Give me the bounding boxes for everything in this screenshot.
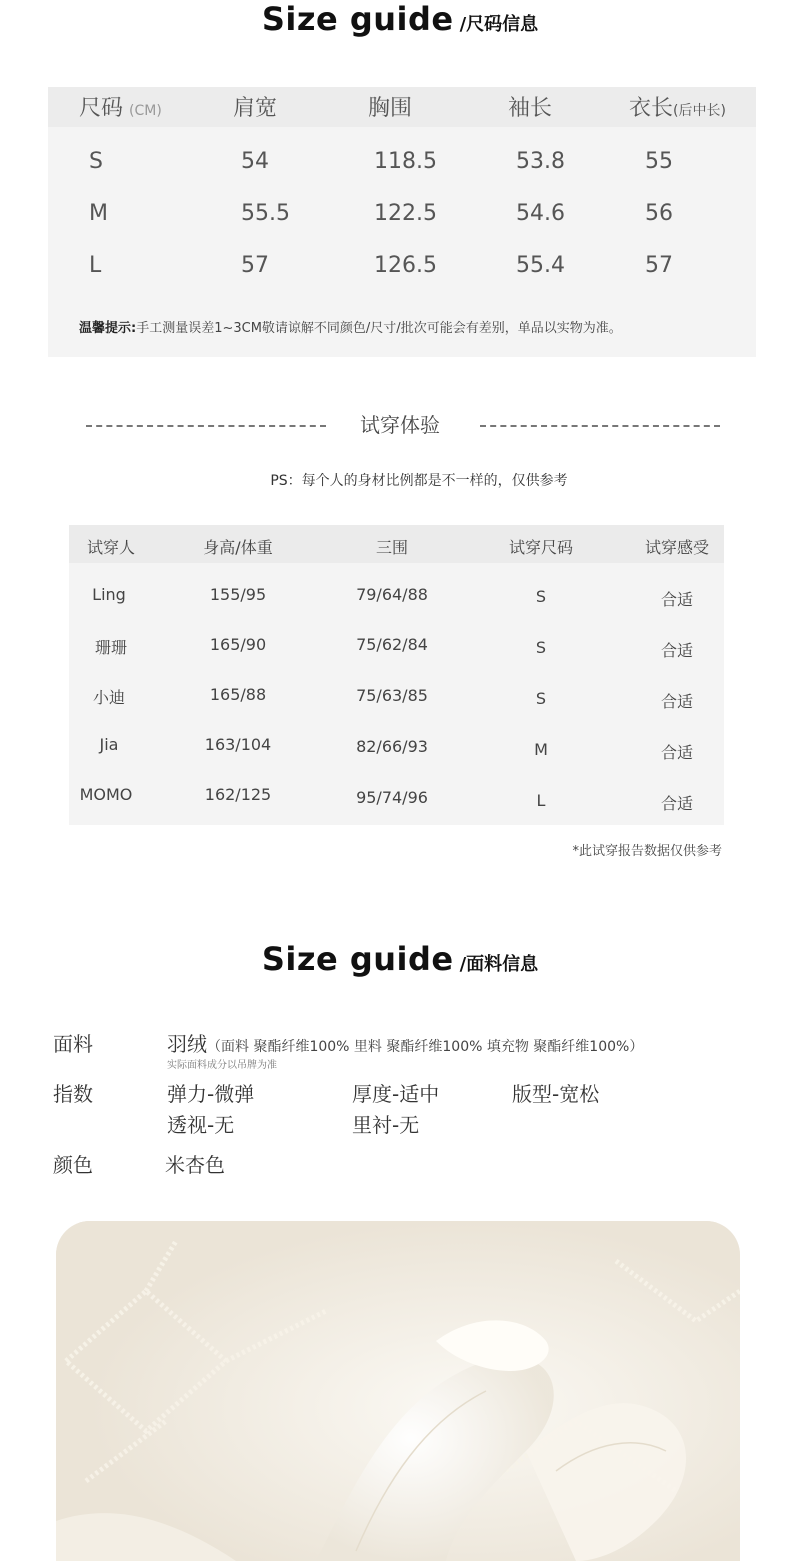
size-cell: 56: [645, 201, 673, 226]
fabric-title: Size guide: [261, 940, 454, 978]
tryon-cell: 小迪: [92, 688, 126, 707]
tryon-header-person: 试穿人: [86, 538, 136, 557]
tryon-cell: 合适: [660, 641, 694, 660]
size-guide-heading: [0, 0, 800, 38]
size-tip: [79, 317, 622, 336]
tryon-cell: MOMO: [79, 785, 133, 804]
size-tip-text: 手工测量误差1~3CM敬请谅解不同颜色/尺寸/批次可能会有差别，单品以实物为准。: [136, 321, 622, 336]
size-header-sleeve: 袖长: [508, 96, 553, 121]
size-cell: 55.4: [516, 253, 565, 278]
tryon-cell: 165/90: [209, 635, 267, 654]
tryon-cell: Jia: [99, 735, 119, 754]
index-transparency: 透视-无: [167, 1113, 235, 1137]
size-cell: 118.5: [374, 149, 437, 174]
size-guide-title: Size guide: [261, 0, 454, 38]
size-cell: 122.5: [374, 201, 437, 226]
tryon-cell: L: [536, 791, 546, 810]
size-header-length-label: 衣长: [629, 96, 674, 121]
fabric-illustration: [56, 1221, 740, 1561]
tryon-cell: 合适: [660, 590, 694, 609]
size-guide-subtitle: /尺码信息: [459, 14, 539, 35]
tryon-cell: 合适: [660, 794, 694, 813]
tryon-cell: 79/64/88: [356, 585, 428, 604]
tryon-title: 试穿体验: [360, 413, 440, 437]
material-value: [167, 1028, 643, 1057]
size-cell: 54: [241, 149, 269, 174]
size-header-unit: (CM): [129, 103, 162, 119]
size-cell: L: [89, 253, 102, 278]
tryon-cell: 合适: [660, 692, 694, 711]
tryon-table: [69, 525, 724, 825]
tryon-cell: 82/66/93: [356, 737, 428, 756]
size-cell: M: [89, 201, 108, 226]
size-cell: 57: [241, 253, 269, 278]
tryon-cell: 163/104: [204, 735, 272, 754]
tryon-cell: S: [535, 587, 547, 606]
index-label: 指数: [53, 1082, 93, 1106]
size-cell: 54.6: [516, 201, 565, 226]
size-header-chest: 胸围: [368, 96, 413, 121]
tryon-header-height-weight: 身高/体重: [203, 538, 273, 557]
color-label: 颜色: [53, 1153, 93, 1177]
material-detail: （面料 聚酯纤维100% 里料 聚酯纤维100% 填充物 聚酯纤维100%）: [207, 1039, 644, 1055]
fabric-heading: [0, 940, 800, 978]
tryon-cell: 165/88: [209, 685, 267, 704]
index-lining: 里衬-无: [352, 1113, 420, 1137]
tryon-cell: Ling: [92, 585, 126, 604]
material-main: 羽绒: [167, 1032, 207, 1056]
size-header-shoulder: 肩宽: [233, 96, 278, 121]
tryon-header-measurements: 三围: [375, 538, 409, 557]
tryon-cell: 珊珊: [94, 638, 128, 657]
color-value: 米杏色: [165, 1153, 225, 1177]
tryon-cell: 合适: [660, 743, 694, 762]
material-label: 面料: [53, 1032, 93, 1056]
tryon-cell: S: [535, 689, 547, 708]
index-thickness: 厚度-适中: [352, 1082, 440, 1106]
index-elasticity: 弹力-微弹: [167, 1082, 255, 1106]
size-header-size: [79, 91, 162, 122]
tryon-cell: 162/125: [204, 785, 272, 804]
tryon-header-size: 试穿尺码: [508, 538, 574, 557]
size-header-length: [629, 91, 726, 122]
fabric-photo: [56, 1221, 740, 1561]
tryon-cell: 75/62/84: [356, 635, 428, 654]
index-fit: 版型-宽松: [512, 1082, 600, 1106]
size-cell: S: [89, 149, 103, 174]
size-cell: 55.5: [241, 201, 290, 226]
fabric-subtitle: /面料信息: [459, 954, 539, 975]
size-cell: 53.8: [516, 149, 565, 174]
size-tip-label: 温馨提示:: [79, 321, 137, 336]
size-cell: 55: [645, 149, 673, 174]
tryon-cell: 75/63/85: [356, 686, 428, 705]
size-header-length-note: (后中长): [673, 103, 726, 119]
tryon-cell: 155/95: [209, 585, 267, 604]
tryon-note: *此试穿报告数据仅供参考: [572, 844, 722, 859]
tryon-cell: M: [534, 740, 548, 759]
tryon-cell: S: [535, 638, 547, 657]
size-cell: 126.5: [374, 253, 437, 278]
size-cell: 57: [645, 253, 673, 278]
tryon-header-feeling: 试穿感受: [644, 538, 710, 557]
size-header-size-label: 尺码: [79, 96, 124, 121]
tryon-cell: 95/74/96: [356, 788, 428, 807]
tryon-ps: PS：每个人的身材比例都是不一样的，仅供参考: [270, 473, 568, 489]
material-fine-print: 实际面料成分以吊牌为准: [167, 1060, 277, 1071]
